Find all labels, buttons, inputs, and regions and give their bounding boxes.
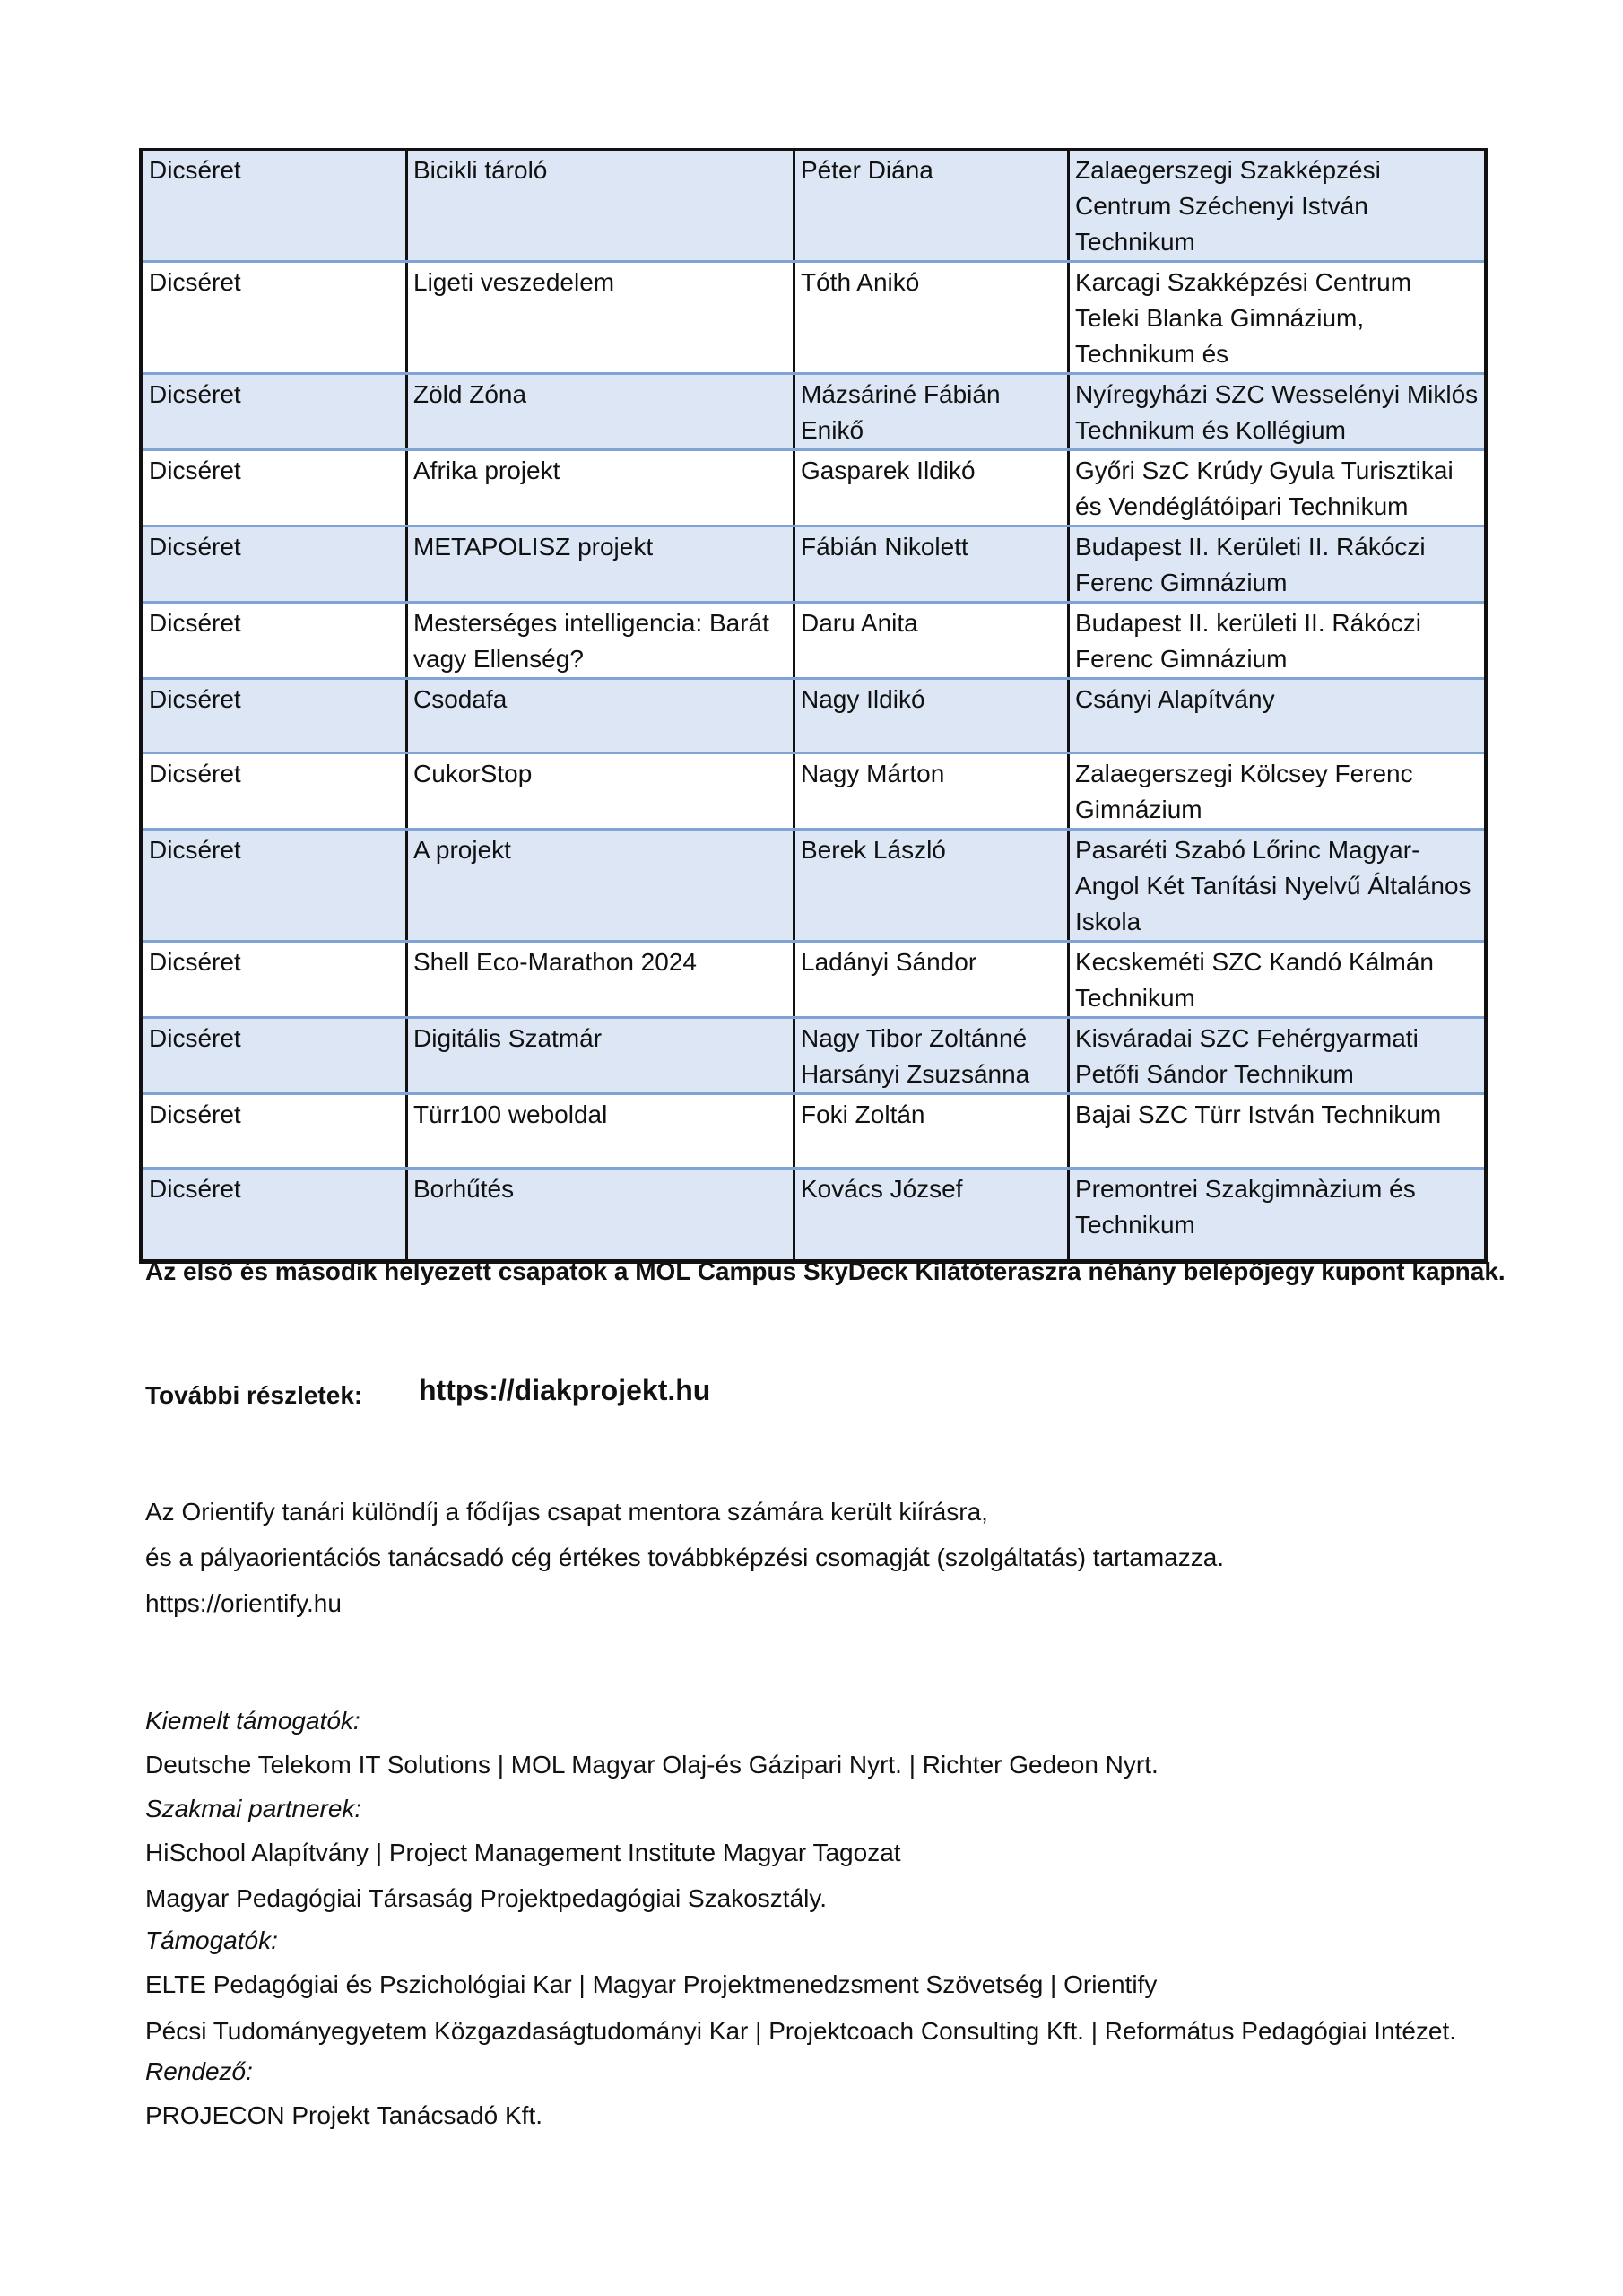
cell-project: Csodafa	[407, 679, 794, 753]
details-link[interactable]: https://diakprojekt.hu	[419, 1374, 711, 1406]
organizer-heading: Rendező:	[145, 2057, 253, 2085]
featured-sponsors-line: Deutsche Telekom IT Solutions | MOL Magyar Olaj-és Gázipari Nyrt. | Richter Gedeon Nyrt.	[145, 1751, 1159, 1779]
table-row	[142, 679, 1487, 753]
awards-table	[139, 148, 1488, 1264]
featured-sponsors-heading: Kiemelt támogatók:	[145, 1707, 360, 1735]
orientify-link[interactable]: https://orientify.hu	[145, 1589, 342, 1617]
supporters-line-2: Pécsi Tudományegyetem Közgazdaságtudományi Kar | Projektcoach Consulting Kft. | Református Pedagógiai Intézet.	[145, 2017, 1457, 2045]
cell-project: CukorStop	[407, 753, 794, 830]
table-row	[142, 374, 1487, 450]
cell-project: Zöld Zóna	[407, 374, 794, 450]
cell-mentor: Nagy Ildikó	[794, 679, 1069, 753]
cell-school: Nyíregyházi SZC Wesselényi Miklós Technikum és Kollégium	[1069, 374, 1487, 450]
cell-school: Karcagi Szakképzési Centrum Teleki Blanka Gimnázium, Technikum és	[1069, 262, 1487, 374]
cell-award: Dicséret	[142, 942, 407, 1018]
cell-school: Premontrei Szakgimnàzium és Technikum	[1069, 1169, 1487, 1262]
cell-mentor: Berek László	[794, 830, 1069, 942]
details-label: További részletek:	[145, 1381, 363, 1409]
table-row	[142, 1094, 1487, 1169]
cell-project: METAPOLISZ projekt	[407, 526, 794, 603]
cell-mentor: Fábián Nikolett	[794, 526, 1069, 603]
cell-award: Dicséret	[142, 1169, 407, 1262]
supporters-heading: Támogatók:	[145, 1926, 278, 1954]
supporters-line-1: ELTE Pedagógiai és Pszichológiai Kar | Magyar Projektmenedzsment Szövetség | Orientify	[145, 1970, 1158, 1998]
cell-school: Kecskeméti SZC Kandó Kálmán Technikum	[1069, 942, 1487, 1018]
cell-school: Zalaegerszegi Kölcsey Ferenc Gimnázium	[1069, 753, 1487, 830]
cell-award: Dicséret	[142, 679, 407, 753]
cell-project: Türr100 weboldal	[407, 1094, 794, 1169]
cell-school: Pasaréti Szabó Lőrinc Magyar-Angol Két Tanítási Nyelvű Általános Iskola	[1069, 830, 1487, 942]
cell-project: Mesterséges intelligencia: Barát vagy Ellenség?	[407, 603, 794, 679]
cell-mentor: Nagy Tibor Zoltánné Harsányi Zsuzsánna	[794, 1018, 1069, 1094]
cell-project: Ligeti veszedelem	[407, 262, 794, 374]
cell-project: Borhűtés	[407, 1169, 794, 1262]
notice-text: Az első és második helyezett csapatok a MOL Campus SkyDeck Kilátóteraszra néhány belépőjegy kupont kapnak.	[145, 1257, 1506, 1285]
table-row	[142, 753, 1487, 830]
cell-school: Kisváradai SZC Fehérgyarmati Petőfi Sándor Technikum	[1069, 1018, 1487, 1094]
cell-mentor: Daru Anita	[794, 603, 1069, 679]
partners-heading: Szakmai partnerek:	[145, 1795, 362, 1822]
cell-award: Dicséret	[142, 1094, 407, 1169]
awards-table-body	[142, 150, 1487, 1262]
cell-school: Budapest II. Kerületi II. Rákóczi Ferenc Gimnázium	[1069, 526, 1487, 603]
organizer-line: PROJECON Projekt Tanácsadó Kft.	[145, 2101, 542, 2129]
cell-mentor: Nagy Márton	[794, 753, 1069, 830]
cell-project: A projekt	[407, 830, 794, 942]
table-row	[142, 603, 1487, 679]
cell-award: Dicséret	[142, 1018, 407, 1094]
cell-award: Dicséret	[142, 450, 407, 526]
cell-school: Bajai SZC Türr István Technikum	[1069, 1094, 1487, 1169]
table-row	[142, 150, 1487, 262]
cell-award: Dicséret	[142, 753, 407, 830]
table-row	[142, 526, 1487, 603]
cell-mentor: Péter Diána	[794, 150, 1069, 262]
cell-award: Dicséret	[142, 374, 407, 450]
cell-project: Afrika projekt	[407, 450, 794, 526]
cell-award: Dicséret	[142, 526, 407, 603]
cell-project: Shell Eco-Marathon 2024	[407, 942, 794, 1018]
orientify-line-1: Az Orientify tanári különdíj a fődíjas csapat mentora számára került kiírásra,	[145, 1498, 988, 1526]
table-row	[142, 1018, 1487, 1094]
cell-award: Dicséret	[142, 830, 407, 942]
table-row	[142, 450, 1487, 526]
cell-award: Dicséret	[142, 262, 407, 374]
partners-line-2: Magyar Pedagógiai Társaság Projektpedagógiai Szakosztály.	[145, 1884, 828, 1912]
cell-mentor: Mázsáriné Fábián Enikő	[794, 374, 1069, 450]
cell-school: Budapest II. kerületi II. Rákóczi Ferenc Gimnázium	[1069, 603, 1487, 679]
orientify-line-2: és a pályaorientációs tanácsadó cég értékes továbbképzési csomagját (szolgáltatás) tartamazza.	[145, 1544, 1225, 1571]
table-row	[142, 830, 1487, 942]
cell-mentor: Foki Zoltán	[794, 1094, 1069, 1169]
table-row	[142, 1169, 1487, 1262]
cell-mentor: Ladányi Sándor	[794, 942, 1069, 1018]
cell-mentor: Gasparek Ildikó	[794, 450, 1069, 526]
cell-school: Csányi Alapítvány	[1069, 679, 1487, 753]
partners-line-1: HiSchool Alapítvány | Project Management Institute Magyar Tagozat	[145, 1839, 901, 1866]
cell-project: Digitális Szatmár	[407, 1018, 794, 1094]
table-row	[142, 262, 1487, 374]
cell-award: Dicséret	[142, 150, 407, 262]
cell-mentor: Tóth Anikó	[794, 262, 1069, 374]
table-row	[142, 942, 1487, 1018]
cell-school: Zalaegerszegi Szakképzési Centrum Széchenyi István Technikum	[1069, 150, 1487, 262]
cell-mentor: Kovács József	[794, 1169, 1069, 1262]
cell-school: Győri SzC Krúdy Gyula Turisztikai és Vendéglátóipari Technikum	[1069, 450, 1487, 526]
cell-award: Dicséret	[142, 603, 407, 679]
cell-project: Bicikli tároló	[407, 150, 794, 262]
